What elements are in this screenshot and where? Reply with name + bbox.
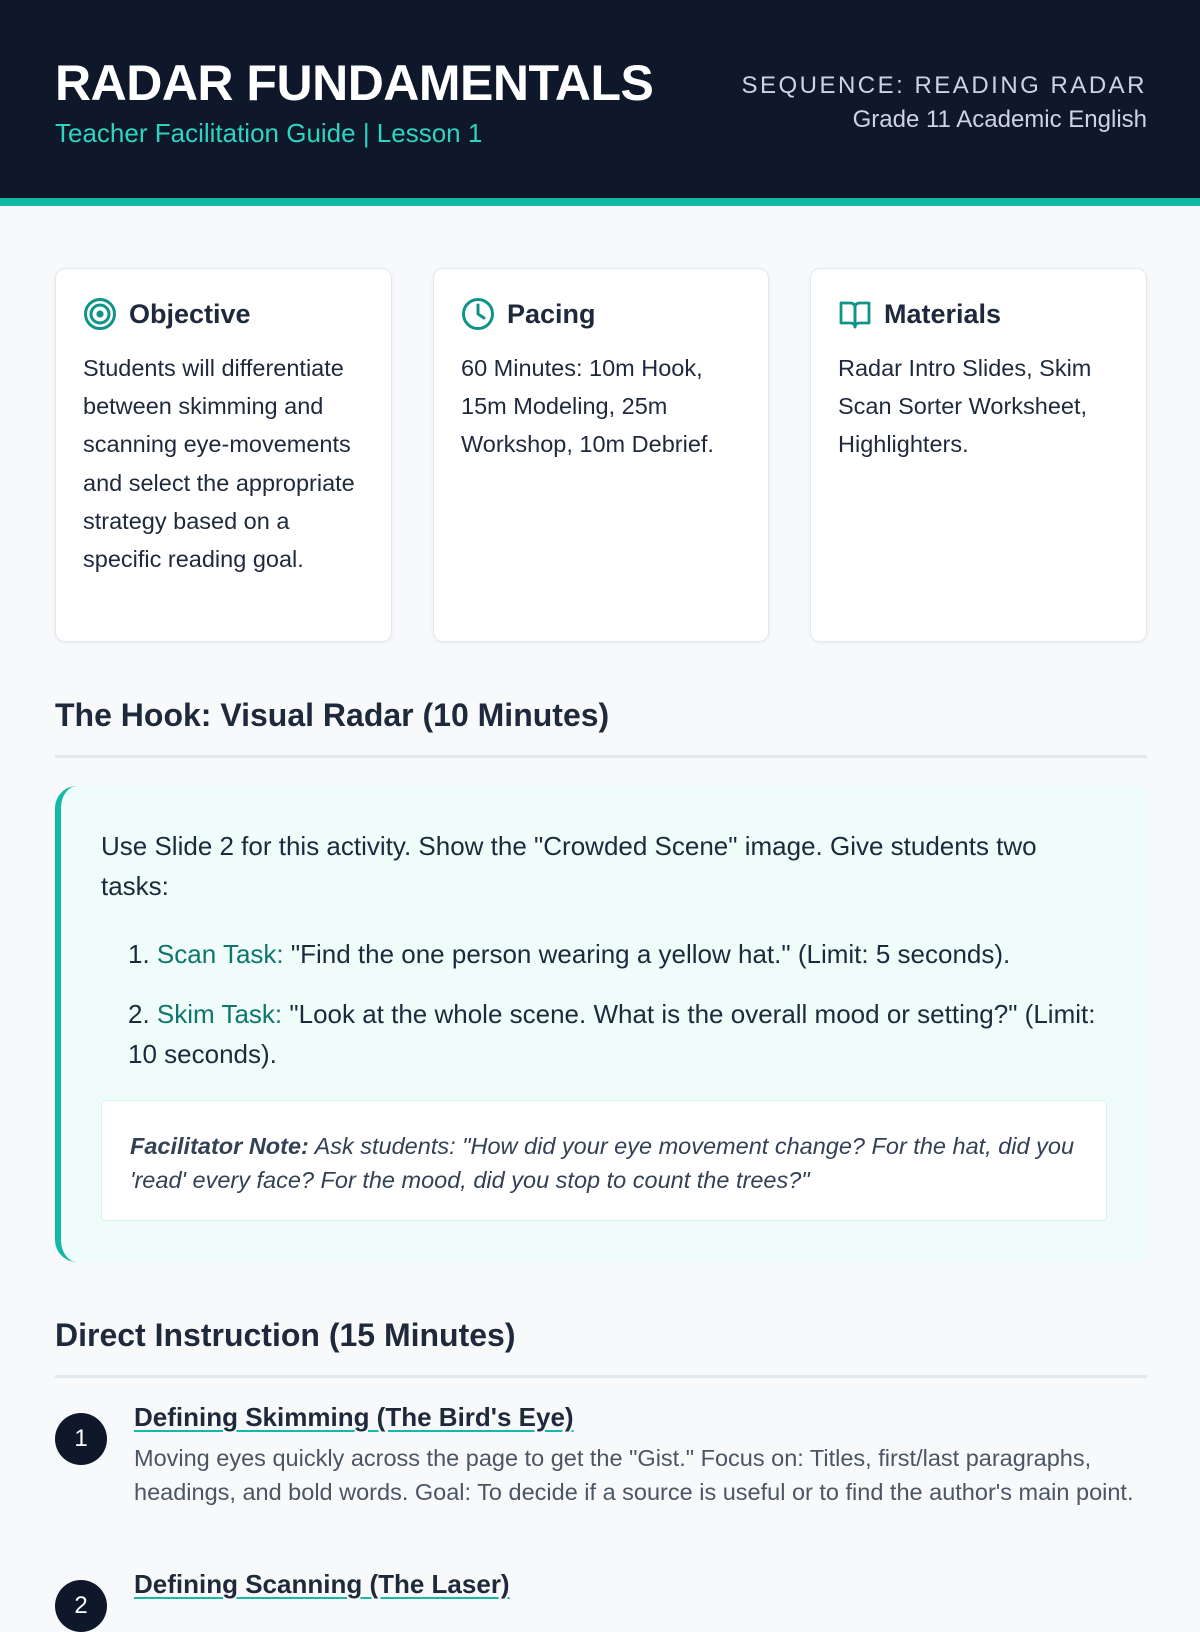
hook-intro-text: Use Slide 2 for this activity. Show the "Crowded Scene" image. Give students two tasks: (101, 831, 1037, 901)
list-item (128, 994, 1128, 1074)
objective-text: Students will differentiate between skimming and scanning eye-movements and select the appropriate strategy based on a specific reading goal. (83, 355, 355, 573)
hook-callout (55, 786, 1147, 1262)
facilitator-note-text: Ask students: "How did your eye movement change? For the hat, did you 'read' every face? For the mood, did you stop to count the trees?" (130, 1133, 1075, 1193)
objective-title: Objective (129, 298, 251, 329)
task-label: Scan Task: (156, 939, 284, 969)
materials-card-header (838, 297, 1001, 331)
materials-text: Radar Intro Slides, Skim Scan Sorter Worksheet, Highlighters. (838, 355, 1092, 458)
materials-card (810, 268, 1147, 642)
task-number: 1. (128, 939, 150, 969)
list-item (128, 934, 1128, 974)
task-text: "Look at the whole scene. What is the overall mood or setting?" (Limit: 10 seconds). (128, 999, 1096, 1069)
objective-card-header (83, 297, 251, 331)
instruction-divider (55, 1375, 1147, 1378)
hook-heading: The Hook: Visual Radar (10 Minutes) (55, 697, 610, 733)
page-subtitle: Teacher Facilitation Guide | Lesson 1 (55, 118, 483, 148)
page-header (0, 0, 1200, 206)
materials-title: Materials (884, 298, 1002, 329)
objective-card (55, 268, 392, 642)
pacing-card (433, 268, 769, 642)
pacing-text: 60 Minutes: 10m Hook, 15m Modeling, 25m Workshop, 10m Debrief. (461, 355, 714, 458)
hook-task-list (128, 934, 1128, 1074)
page-title: RADAR FUNDAMENTALS (55, 55, 654, 111)
pacing-card-header (461, 297, 596, 331)
step-number-badge: 1 (55, 1413, 107, 1465)
step-number-badge: 2 (55, 1580, 107, 1632)
instruction-heading: Direct Instruction (15 Minutes) (55, 1317, 516, 1353)
clock-icon (461, 297, 495, 331)
sequence-label: SEQUENCE: READING RADAR (741, 72, 1147, 99)
task-number: 2. (128, 999, 150, 1029)
grade-label: Grade 11 Academic English (852, 106, 1147, 133)
step-description: Moving eyes quickly across the page to get the "Gist." Focus on: Titles, first/last paragraphs, headings, and bold words. Goal: To decide if a source is useful or to find the author's main point. (134, 1445, 1134, 1505)
target-icon (83, 297, 117, 331)
pacing-title: Pacing (507, 298, 596, 329)
step-title: Defining Scanning (The Laser) (134, 1569, 510, 1599)
book-icon (838, 297, 872, 331)
task-text: "Find the one person wearing a yellow hat." (Limit: 5 seconds). (290, 939, 1011, 969)
facilitator-note (101, 1100, 1107, 1221)
task-label: Skim Task: (156, 999, 283, 1029)
step-title: Defining Skimming (The Bird's Eye) (134, 1402, 574, 1432)
hook-divider (55, 755, 1147, 758)
facilitator-note-label: Facilitator Note: (130, 1133, 309, 1159)
